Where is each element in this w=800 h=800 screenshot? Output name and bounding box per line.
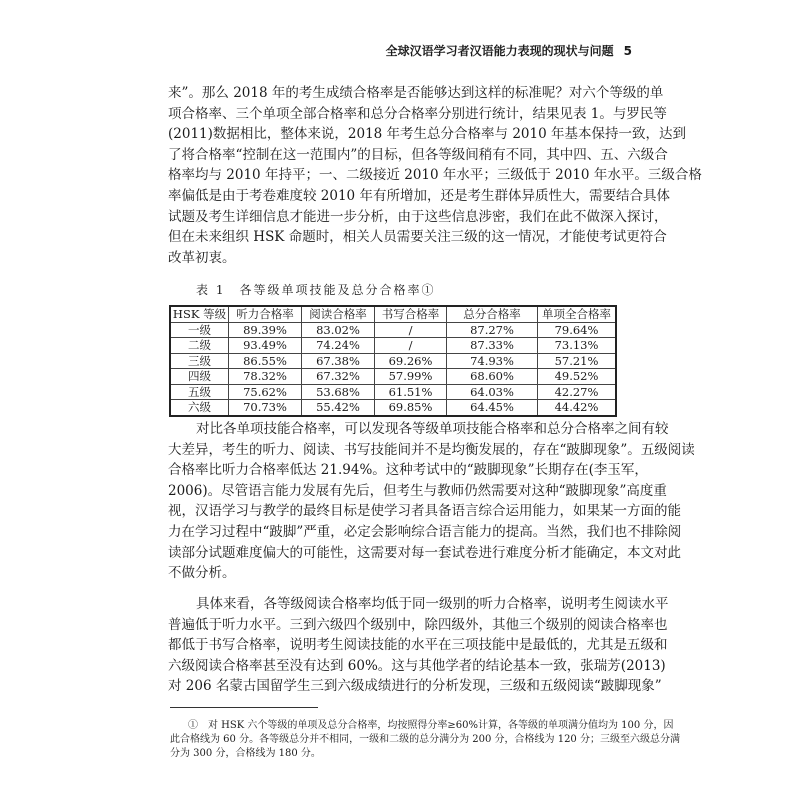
rate-cell: 89.39% [229, 322, 302, 338]
text-line: 六级阅读合格率甚至没有达到 60%。这与其他学者的结论基本一致，张瑞芳(2013) [168, 657, 666, 674]
rate-cell: 55.42% [302, 400, 375, 416]
rate-cell: 79.64% [538, 322, 617, 338]
rate-cell: 87.33% [447, 338, 538, 354]
text-line: 不做分析。 [168, 565, 236, 582]
text-line: 都低于书写合格率，说明考生阅读技能的水平在三项技能中是最低的，尤其是五级和 [168, 637, 668, 654]
running-header [386, 42, 632, 59]
text-line: 了将合格率“控制在这一范围内”的目标，但各等级间稍有不同，其中四、五、六级合 [168, 146, 668, 163]
page-number: 5 [623, 44, 632, 58]
rate-cell: 64.45% [447, 400, 538, 416]
column-header: 书写合格率 [375, 306, 447, 322]
text-line: 来”。那么 2018 年的考生成绩合格率是否能够达到这样的标准呢？对六个等级的单 [168, 85, 664, 101]
text-line: 对 206 名蒙古国留学生三到六级成绩进行的分析发现，三级和五级阅读“跛脚现象” [168, 678, 662, 695]
level-cell: 一级 [170, 322, 229, 338]
rate-cell: 67.38% [302, 353, 375, 369]
text-line: 读部分试题难度偏大的可能性，这需要对每一套试卷进行难度分析才能确定，本文对此 [168, 544, 681, 561]
text-line: 对比各单项技能合格率，可以发现各等级单项技能合格率和总分合格率之间有较 [196, 421, 669, 437]
rate-cell: 78.32% [229, 369, 302, 385]
pass-rate-table [169, 305, 617, 417]
rate-cell: 70.73% [229, 400, 302, 416]
paragraph-2 [168, 419, 695, 584]
rate-cell: 86.55% [229, 353, 302, 369]
column-header: 总分合格率 [447, 306, 538, 322]
rate-cell: 49.52% [538, 369, 617, 385]
rate-cell: 57.99% [375, 369, 447, 385]
table-row [170, 400, 616, 416]
text-line: 普遍低于听力水平。三到六级四个级别中，除四级外，其他三个级别的阅读合格率也 [168, 616, 668, 633]
column-header: 听力合格率 [229, 306, 302, 322]
footnote-line: 此合格线为 60 分。各等级总分并不相同，一级和二级的总分满分为 200 分，合格线为 120 分；三级至六级总分满 [170, 734, 680, 745]
level-cell: 四级 [170, 369, 229, 385]
level-cell: 六级 [170, 400, 229, 416]
rate-cell: 69.85% [375, 400, 447, 416]
rate-cell: 73.13% [538, 338, 617, 354]
rate-cell: 57.21% [538, 353, 617, 369]
rate-cell: 64.03% [447, 384, 538, 400]
rate-cell: 61.51% [375, 384, 447, 400]
footnote [170, 719, 680, 761]
text-line: 但在未来组织 HSK 命题时，相关人员需要关注三级的这一情况，才能使考试更符合 [168, 229, 667, 246]
paragraph-3 [168, 594, 669, 697]
text-line: (2011)数据相比，整体来说，2018 年考生总分合格率与 2010 年基本保持一致，达到 [168, 126, 686, 143]
text-line: 格率均与 2010 年持平；一、二级接近 2010 年水平；三级低于 2010 年水平。三级合格 [168, 167, 702, 184]
text-line: 具体来看，各等级阅读合格率均低于同一级别的听力合格率，说明考生阅读水平 [196, 596, 669, 612]
rate-cell: 93.49% [229, 338, 302, 354]
text-line: 率偏低是由于考卷难度较 2010 年有所增加，还是考生群体异质性大，需要结合具体 [168, 187, 670, 204]
column-header: 单项全合格率 [538, 306, 617, 322]
table-row [170, 322, 616, 338]
table-row [170, 369, 616, 385]
column-header: 阅读合格率 [302, 306, 375, 322]
rate-cell: 68.60% [447, 369, 538, 385]
table-row [170, 338, 616, 354]
text-line: 改革初衷。 [168, 249, 236, 266]
rate-cell: / [375, 338, 447, 354]
rate-cell: 74.24% [302, 338, 375, 354]
level-cell: 五级 [170, 384, 229, 400]
text-line: 大差异，考生的听力、阅读、书写技能间并不是均衡发展的，存在“跛脚现象”。五级阅读 [168, 441, 695, 458]
table-header-row [170, 306, 616, 322]
level-cell: 二级 [170, 338, 229, 354]
text-line: 合格率比听力合格率低达 21.94%。这种考试中的“跛脚现象”长期存在(李玉军， [168, 462, 648, 479]
rate-cell: 69.26% [375, 353, 447, 369]
table-row [170, 384, 616, 400]
footnote-line: 分为 300 分，合格线为 180 分。 [170, 748, 321, 759]
rate-cell: 74.93% [447, 353, 538, 369]
text-line: 试题及考生详细信息才能进一步分析，由于这些信息涉密，我们在此不做深入探讨， [168, 208, 668, 225]
rate-cell: 44.42% [538, 400, 617, 416]
rate-cell: 75.62% [229, 384, 302, 400]
rate-cell: 67.32% [302, 369, 375, 385]
rate-cell: 42.27% [538, 384, 617, 400]
text-line: 2006)。尽管语言能力发展有先后，但考生与教师仍然需要对这种“跛脚现象”高度重 [168, 482, 667, 499]
rate-cell: / [375, 322, 447, 338]
rate-cell: 83.02% [302, 322, 375, 338]
table-caption: 表 1 各等级单项技能及总分合格率① [196, 283, 436, 297]
level-cell: 三级 [170, 353, 229, 369]
rate-cell: 87.27% [447, 322, 538, 338]
running-title: 全球汉语学习者汉语能力表现的现状与问题 [385, 44, 614, 58]
text-line: 视，汉语学习与教学的最终目标是使学习者具备语言综合运用能力，如果某一方面的能 [168, 503, 681, 520]
table-row [170, 353, 616, 369]
text-line: 项合格率、三个单项全部合格率和总分合格率分别进行统计，结果见表 1。与罗民等 [168, 105, 667, 122]
footnote-line: ① 对 HSK 六个等级的单项及总分合格率，均按照得分率≥60%计算，各等级的单项满分值均为 100 分，因 [188, 720, 674, 731]
paragraph-1 [168, 83, 702, 268]
rate-cell: 53.68% [302, 384, 375, 400]
footnote-divider [170, 707, 318, 708]
column-header: HSK 等级 [170, 306, 229, 322]
text-line: 力在学习过程中“跛脚”严重，必定会影响综合语言能力的提高。当然，我们也不排除阅 [168, 523, 682, 540]
